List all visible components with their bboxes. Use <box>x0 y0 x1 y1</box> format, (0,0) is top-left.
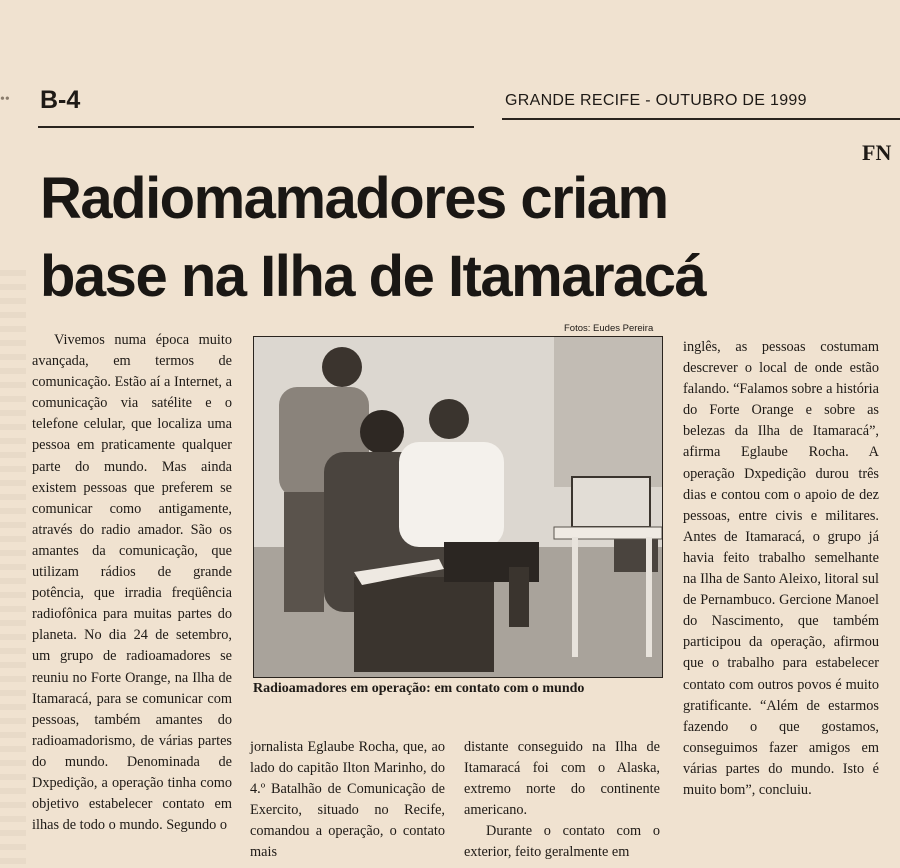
column-3-paragraph-2: Durante o contato com o exterior, feito geralmente em <box>464 823 660 861</box>
article-column-3 <box>464 737 660 864</box>
photo-credit: Fotos: Eudes Pereira <box>564 323 654 334</box>
photo-caption: Radioamadores em operação: em contato com o mundo <box>253 681 585 696</box>
column-3-paragraph-1: distante conseguido na Ilha de Itamaracá foi com o Alaska, extremo norte do continente americano. <box>464 739 660 819</box>
photo-illustration <box>254 337 662 677</box>
binding-shadow <box>0 270 26 868</box>
section-title: GRANDE RECIFE - OUTUBRO DE 1999 <box>505 92 807 109</box>
header-rule-right <box>502 118 900 120</box>
page-number: B-4 <box>40 86 81 114</box>
headline <box>40 160 890 316</box>
article-column-2: jornalista Eglaube Rocha, que, ao lado do capitão Ilton Marinho, do 4.º Batalhão de Comunicação de Exercito, situado no Recife, comandou a operação, o contato mais <box>250 739 445 861</box>
article-column-1: Vivemos numa época muito avançada, em termos de comunicação. Estão aí a Internet, a comunicação via satélite e o telefone celular, que localiza uma pessoa em praticamente qualquer parte do mundo. Mas ainda existem pessoas que preferem se comunicar como antigamente, através do radio amador. São os amantes da comunicação, que utilizam rádios de grande potência, que irradia freqüência radiofônica para muitas partes do planeta. No dia 24 de setembro, um grupo de radioamadores se reuniu no Forte Orange, na Ilha de Itamaracá, para se comunicar com pessoas, também amantes do radioamadorismo, de várias partes do mundo. Denominada de Dxpedição, a operação tinha como objetivo estabelecer contato em ilhas de todo o mundo. Segundo o <box>32 332 232 834</box>
cropped-neighbor-text: FN <box>862 140 892 165</box>
article-column-4: inglês, as pessoas costumam descrever o local de onde estão falando. “Falamos sobre a história do Forte Orange e sobre as belezas da Ilha de Itamaracá”, afirma Eglaube Rocha. A operação Dxpedição durou três dias e contou com o apoio de dez pessoas, entre civis e militares. Antes de Itamaracá, o grupo já havia feito trabalho semelhante na Ilha de Santo Aleixo, litoral sul de Pernambuco. Gercione Manoel do Nascimento, que também participou da operação, afirmou que o trabalho para estabelecer contato com outros povos é muito gratificante. “Além de estarmos fazendo o que gostamos, conseguimos fazer amigos em várias partes do mundo. Isto é muito bom”, concluiu. <box>683 339 879 798</box>
headline-line-2: base na Ilha de Itamaracá <box>40 244 706 309</box>
header-rule-left <box>38 126 474 128</box>
margin-dots: •• <box>0 92 10 107</box>
article-photo <box>253 336 663 678</box>
headline-line-1: Radiomamadores criam <box>40 166 668 231</box>
